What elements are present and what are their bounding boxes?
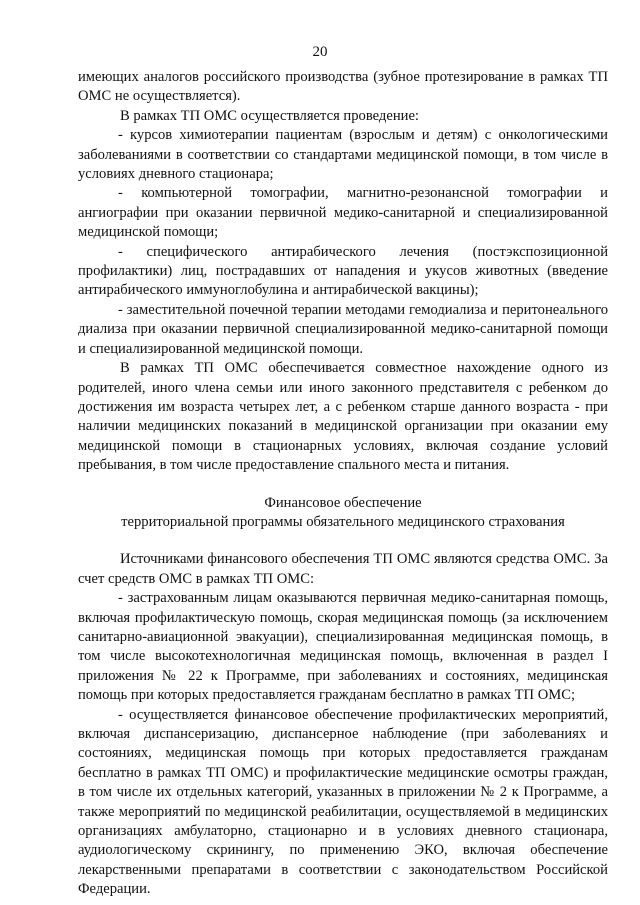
section-heading-line2: территориальной программы обязательного медицинского страхования <box>121 513 565 530</box>
bullet-prevention-financing: - осуществляется финансовое обеспечение профилактических мероприятий, включая диспансеризацию, диспансерное наблюдение (при заболеваниях и состояниях, медицинская помощь при которых предоставляется гражданам бесплатно в рамках ТП ОМС) и профилактические медицинские осмотры граждан, в том числе их отдельных категорий, указанных в приложении № 2 к Программе, а также мероприятий по медицинской реабилитации, осуществляемой в медицинских организациях амбулаторно, стационарно и в условиях дневного стационара, аудиологическому скринингу, по применению ЭКО, включая обеспечение лекарственными препаратами в соответствии с законодательством Российской Федерации. <box>78 706 608 898</box>
bullet-insured-care: - застрахованным лицам оказываются первичная медико-санитарная помощь, включая профилактическую помощь, скорая медицинская помощь (за исключением санитарно-авиационной эвакуации), специализированная медицинская помощь, в том числе высокотехнологичная медицинская помощь, включенная в раздел I приложения № 22 к Программе, при заболеваниях и состояниях, медицинская помощь при которых предоставляется гражданам бесплатно в рамках ТП ОМС; <box>78 590 608 704</box>
bullet-chemotherapy: - курсов химиотерапии пациентам (взрослым и детям) с онкологическими заболеваниями в соответствии со стандартами медицинской помощи, в том числе в условиях дневного стационара; <box>78 127 608 183</box>
bullet-antirabies: - специфического антирабического лечения (постэкспозиционной профилактики) лиц, пострадавших от нападения и укусов животных (введение антирабического иммуноглобулина и антирабической вакцины); <box>78 243 608 299</box>
bullet-tomography: - компьютерной томографии, магнитно-резонансной томографии и ангиографии при оказании первичной медико-санитарной и специализированной медицинской помощи; <box>78 185 608 241</box>
document-body <box>78 68 608 900</box>
intro-paragraph: В рамках ТП ОМС осуществляется проведение: <box>120 107 419 124</box>
section-heading-line1: Финансовое обеспечение <box>264 494 422 511</box>
page-number: 20 <box>312 44 328 60</box>
bullet-dialysis: - заместительной почечной терапии методами гемодиализа и перитонеального диализа при оказании первичной специализированной медико-санитарной помощи и специализированной медицинской помощи. <box>78 301 608 357</box>
continuation-paragraph: имеющих аналогов российского производства (зубное протезирование в рамках ТП ОМС не осуществляется). <box>78 69 608 105</box>
sources-paragraph: Источниками финансового обеспечения ТП ОМС являются средства ОМС. За счет средств ОМС в рамках ТП ОМС: <box>78 551 608 587</box>
parent-stay-paragraph: В рамках ТП ОМС обеспечивается совместное нахождение одного из родителей, иного члена семьи или иного законного представителя с ребенком до достижения им возраста четырех лет, а с ребенком старше данного возраста - при наличии медицинских показаний в медицинской организации при оказании ему медицинской помощи в стационарных условиях, включая создание условий пребывания, в том числе предоставление спального места и питания. <box>78 360 608 474</box>
